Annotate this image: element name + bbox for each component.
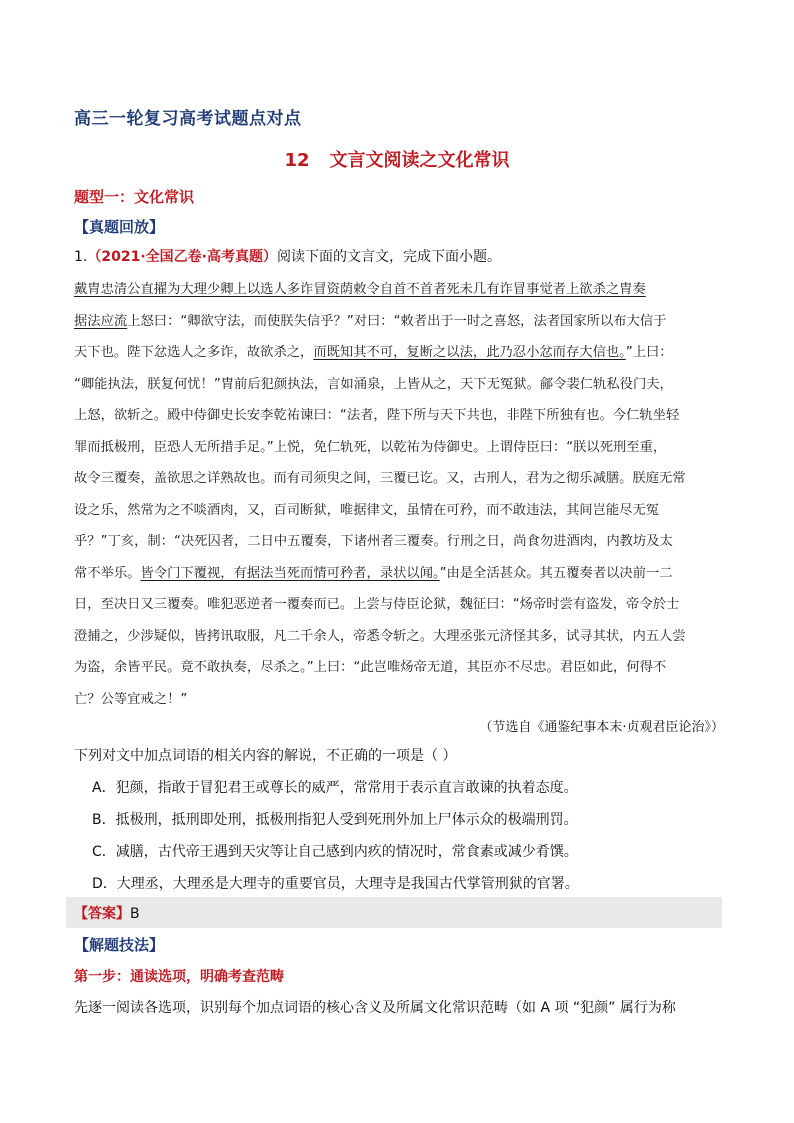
text-segment: ”上曰： [625, 345, 673, 360]
section-label: 题型一：文化常识 [74, 188, 195, 206]
header-title: 高三一轮复习高考试题点对点 [74, 109, 302, 129]
text-segment: 上怒，欲斩之。殿中侍御史长安李乾祐谏曰：“法者，陛下所与天下共也，非陛下所独有也。今仁轨坐轻 [74, 408, 680, 423]
passage-line [74, 278, 646, 297]
step1-label: 第一步：通读选项，明确考查范畴 [74, 969, 284, 985]
passage-line [74, 656, 666, 675]
passage-line [74, 310, 666, 329]
passage-line [74, 404, 679, 423]
answer [74, 903, 140, 923]
answer-value: B [130, 906, 140, 922]
passage-line [74, 373, 673, 392]
question-instruction: 阅读下面的文言文，完成下面小题。 [276, 249, 501, 265]
text-segment: 乎？”丁亥，制：“决死囚者，二日中五覆奏，下诸州者三覆奏。行刑之日，尚食勿进酒肉，内教坊及太 [74, 534, 673, 549]
document-title [0, 146, 794, 172]
review-label: 【真题回放】 [74, 218, 165, 236]
text-segment: ”由是全活甚众。其五覆奏者以决前一二 [439, 565, 673, 581]
passage-line [74, 562, 673, 581]
text-segment: 亡？公等宜戒之！” [74, 691, 188, 707]
text-segment: 澄捕之，少涉疑似，皆拷讯取服，凡二千余人，帝悉令斩之。大理丞张元济怪其多，试寻其状，内五人尝 [74, 628, 686, 644]
text-segment: 上怒曰：“卿欲守法，而使朕失信乎？”对曰：“敕者出于一时之喜怒，法者国家所以布大信于 [127, 313, 667, 329]
question-source: （2021·全国乙卷·高考真题） [87, 249, 277, 265]
passage-line [74, 593, 679, 612]
text-segment: 为盗，余皆平民。竟不敢执奏，尽杀之。”上曰：“此岂唯炀帝无道，其臣亦不尽忠。君臣如此，何得不 [74, 660, 667, 675]
answer-label: 【答案】 [74, 906, 130, 922]
passage-line [74, 467, 686, 486]
option-a: A．犯颜，指敢于冒犯君王或尊长的威严，常常用于表示直言敢谏的执着态度。 [92, 780, 578, 796]
underlined-segment: 据法应流 [74, 313, 128, 329]
document-title-number: 12 [284, 150, 310, 171]
method-label: 【解题技法】 [74, 936, 165, 954]
text-segment: 日，至决日又三覆奏。唯犯恶逆者一覆奏而已。上尝与侍臣论狱，魏征曰：“炀帝时尝有盗发，帝令於士 [74, 597, 680, 612]
underlined-segment: 而既知其不可，复断之以法，此乃忍小忿而存大信也。 [313, 345, 626, 360]
text-segment: 常不举乐。 [74, 565, 141, 581]
question-header [74, 246, 501, 266]
text-segment: 故令三覆奏，盖欲思之详熟故也。而有司须臾之间，三覆已讫。又，古刑人，君为之彻乐减膳。朕庭无常 [74, 471, 686, 486]
option-b: B．抵极刑，抵刑即处刑，抵极刑指犯人受到死刑外加上尸体示众的极端刑罚。 [92, 812, 578, 828]
underlined-segment: 戴胄忠清公直擢为大理少卿上以选人多诈冒资荫敕令自首不首者死未几有诈冒事觉者上欲杀之胄奏 [74, 282, 646, 297]
passage-line [74, 688, 187, 707]
text-segment: “卿能执法，朕复何忧！”胄前后犯颜执法，言如涌泉，上皆从之，天下无冤狱。鄃令裴仁轨私役门夫， [74, 376, 673, 392]
text-segment: 设之乐，然常为之不啖酒肉，又，百司断狱，唯据律文，虽情在可矜，而不敢违法，其间岂能尽无冤 [74, 502, 660, 518]
text-segment: 天下也。陛下忿选人之多诈，故欲杀之， [74, 345, 314, 360]
answer-bar [66, 897, 722, 928]
question-number: 1. [74, 249, 88, 265]
passage-line [74, 436, 666, 455]
text-segment: 罪而抵极刑，臣恐人无所措手足。”上悦，免仁轨死，以乾祐为侍御史。上谓侍臣曰：“朕以死刑至重， [74, 439, 667, 455]
passage-line [74, 341, 673, 360]
passage-source: （节选自《通鉴纪事本末·贞观君臣论治》） [479, 720, 724, 735]
question-stem: 下列对文中加点词语的相关内容的解说，不正确的一项是（ ） [74, 748, 457, 764]
passage-line [74, 530, 673, 549]
passage-line [74, 499, 659, 518]
step1-text: 先逐一阅读各选项，识别每个加点词语的核心含义及所属文化常识范畴（如 A 项 “犯颜” 属行为称 [74, 1000, 676, 1016]
passage-line [74, 625, 686, 644]
document-title-text: 文言文阅读之文化常识 [329, 150, 510, 171]
option-d: D．大理丞，大理丞是大理寺的重要官员，大理寺是我国古代掌管刑狱的官署。 [92, 876, 579, 892]
underlined-segment: 皆令门下覆视，有据法当死而情可矜者，录状以闻。 [140, 565, 440, 581]
option-c: C．减膳，古代帝王遇到天灾等让自己感到内疚的情况时，常食素或减少肴馔。 [92, 844, 578, 860]
